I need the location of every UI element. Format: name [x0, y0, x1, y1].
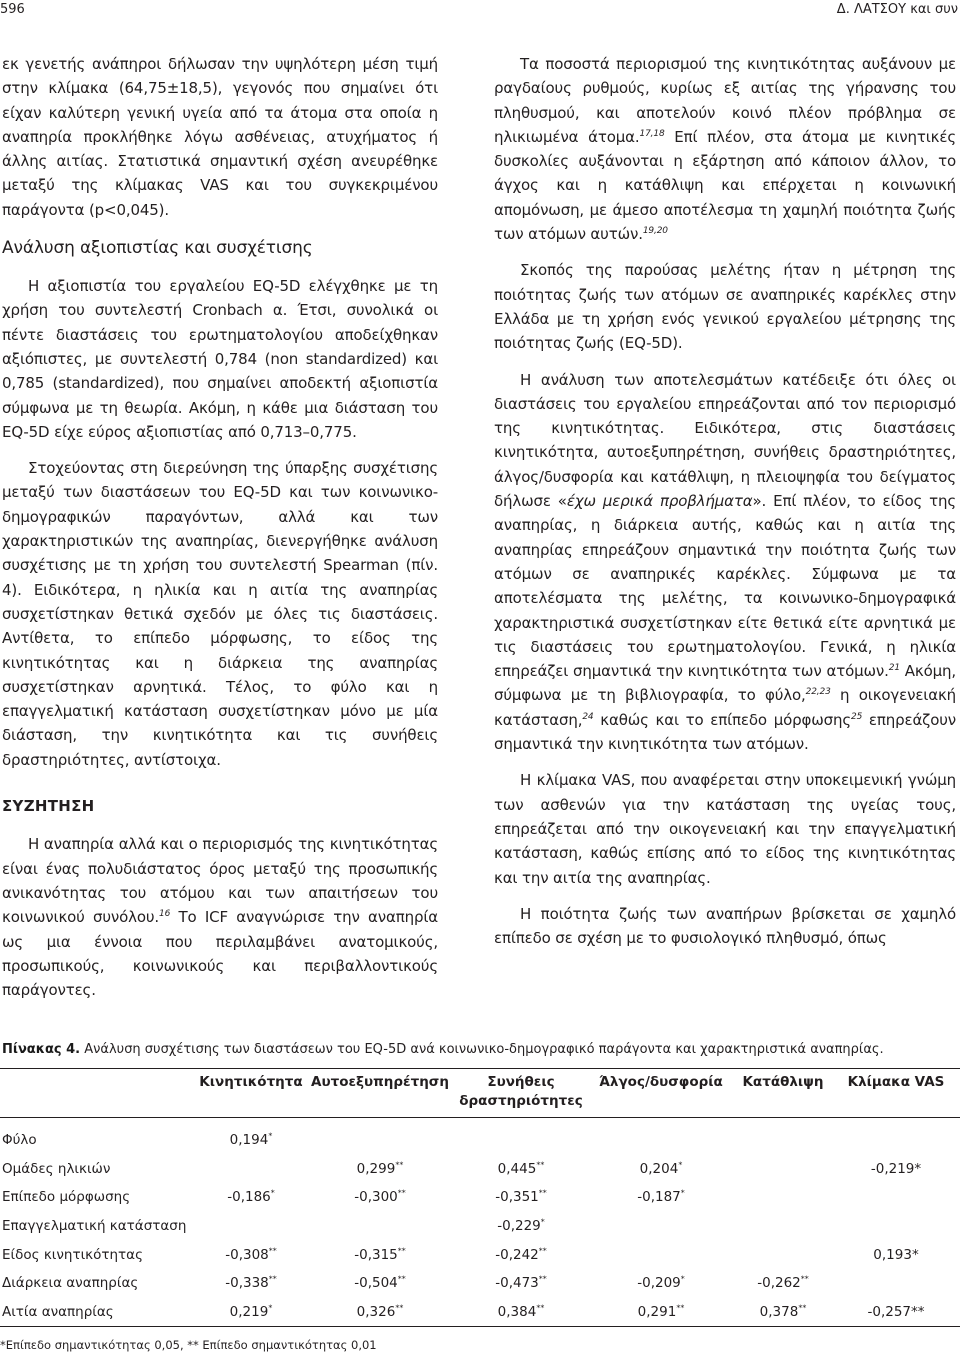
table-footnote: *Επίπεδο σημαντικότητας 0,05, ** Επίπεδο σημαντικότητας 0,01 [0, 1338, 377, 1352]
significance-mark: ** [268, 1274, 277, 1284]
significance-mark: * [540, 1217, 545, 1227]
significance-mark: * [268, 1131, 273, 1141]
correlation-table [0, 1068, 960, 1327]
citation: 17,18 [639, 128, 665, 139]
column-header: Συνήθεις δραστηριότητες [459, 1074, 583, 1109]
table-cell: -0,473** [495, 1274, 547, 1292]
paragraph: Η αναπηρία αλλά και ο περιορισμός της κινητικότητας είναι ένας πολυδιάστατος όρος μεταξύ της προσωπικής ανικανότητας του ατόμου και των απαιτήσεων του κοινωνικού συνόλου.$^{16}$ Το ICF αναγνώρισε την αναπηρία ως μια έννοια που περιλαμβάνει ανατομικούς, προσωπικούς, κοινωνικούς και περιβαλλοντικούς παράγοντες. [2, 835, 438, 1000]
table-cell: -0,308** [225, 1246, 277, 1263]
table-cell [734, 1240, 832, 1269]
significance-mark: ** [397, 1246, 406, 1256]
table-cell [588, 1212, 734, 1241]
table-cell: -0,187* [637, 1188, 685, 1206]
table-cell: 0,384** [497, 1303, 545, 1320]
table-cell: -0,209* [637, 1274, 685, 1292]
table-cell [734, 1183, 832, 1212]
left-column [2, 52, 438, 1014]
paragraph: Η αξιοπιστία του εργαλείου EQ-5D ελέγχθηκε με τη χρήση του συντελεστή Cronbach α. Έτσι, συνολικά οι πέντε διαστάσεις του ερωτηματολογίου αποδείχθηκαν αξιόπιστες, με συντελεστή 0,784 (non standardized) και 0,785 (standardized), που σημαίνει αποδεκτή αξιοπιστία σύμφωνα με τη θεωρία. Ακόμη, η κάθε μια διάσταση του EQ-5D είχε εύρος αξιοπιστίας από 0,713–0,775. [2, 277, 438, 441]
table-cell: 0,445** [497, 1160, 545, 1177]
table-cell: 0,299** [356, 1160, 404, 1177]
citation: 22,23 [805, 687, 831, 698]
table-cell [832, 1118, 960, 1155]
table-row [0, 1212, 960, 1241]
section-heading: Ανάλυση αξιοπιστίας και συσχέτισης [2, 238, 313, 259]
significance-mark: ** [536, 1303, 545, 1313]
table-cell: 0,219* [229, 1303, 273, 1320]
column-header: Κλίμακα VAS [847, 1074, 945, 1090]
table-cell: -0,315** [354, 1246, 406, 1263]
row-label: Ομάδες ηλικιών [2, 1160, 111, 1177]
table-row [0, 1118, 960, 1155]
table-row [0, 1183, 960, 1212]
table-cell [196, 1155, 306, 1184]
table-cell: 0,378** [759, 1303, 807, 1320]
table-cell [832, 1269, 960, 1298]
significance-mark: ** [538, 1274, 547, 1284]
significance-mark: * [270, 1188, 275, 1198]
paragraph: Η ανάλυση των αποτελεσμάτων κατέδειξε ότι όλες οι διαστάσεις του εργαλείου επηρεάζονται από τον περιορισμό της κινητικότητας. Ειδικότερα, στις διαστάσεις κινητικότητα, αυτοεξυπηρέτηση, συνήθεις δραστηριότητες, άλγος/δυσφορία και κατάθλιψη, η πλειοψηφία του δείγματος δήλωσε «έχω μερικά προβλήματα». Επί πλέον, το είδος της αναπηρίας, η διάρκεια αυτής, καθώς και η αιτία της αναπηρίας επηρεάζουν σημαντικά την ποιότητα ζωής των ατόμων σε αναπηρικές καρέκλες. Σύμφωνα με τα αποτελέσματα της μελέτης, τα κοινωνικο-δημογραφικά χαρακτηριστικά συσχετίστηκαν είτε θετικά είτε αρνητικά με τις διαστάσεις του ερωτηματολογίου. Γενικά, η ηλικία επηρεάζει σημαντικά την κινητικότητα των ατόμων.$^{21}$ Ακόμη, σύμφωνα με τη βιβλιογραφία, το φύλο,$^{22,23}$ η οικογενειακή κατάσταση,$^{24}$ καθώς και το επίπεδο μόρφωσης$^{25}$ επηρεάζουν σημαντικά την κινητικότητα των ατόμων. [494, 370, 957, 754]
significance-mark: * [268, 1303, 273, 1313]
paragraph: Τα ποσοστά περιορισμού της κινητικότητας αυξάνουν με ραγδαίους ρυθμούς, κυρίως εξ αιτίας της γήρανσης του πληθυσμού, και αποτελούν κοινό πλέον πρόβλημα σε ηλικιωμένα άτομα.$^{17,18}$ Επί πλέον, στα άτομα με κινητικές δυσκολίες αυξάνονται η εξάρτηση από κάποιον άλλον, το άγχος και η κατάθλιψη και επέρχεται η κοινωνική απομόνωση, με άμεσο αποτέλεσμα τη χαμηλή ποιότητα ζωής των ατόμων αυτών.$^{19,20}$ [494, 55, 956, 244]
section-heading: ΣΥΖΗΤΗΣΗ [2, 797, 95, 816]
table-cell [306, 1118, 454, 1155]
column-header: Αυτοεξυπηρέτηση [311, 1074, 449, 1090]
table-row [0, 1298, 960, 1327]
paragraph: Η κλίμακα VAS, που αναφέρεται στην υποκειμενική γνώμη των ασθενών για την κατάσταση της υγείας τους, επηρεάζεται από την οικογενειακή και την επαγγελματική κατάσταση, καθώς επίσης από το είδος της κινητικότητας και την αιτία της αναπηρίας. [494, 771, 956, 887]
significance-mark: ** [538, 1188, 547, 1198]
table-cell: -0,504** [354, 1274, 406, 1292]
table-cell [196, 1212, 306, 1241]
citation: 24 [582, 711, 594, 722]
column-header: Κινητικότητα [199, 1074, 303, 1090]
table-cell: -0,229* [497, 1217, 545, 1235]
table-cell: -0,242** [495, 1246, 547, 1263]
page-number: 596 [0, 2, 25, 17]
table-caption-text: Ανάλυση συσχέτισης των διαστάσεων του EQ-5D ανά κοινωνικο-δημογραφικό παράγοντα και χαρακτηριστικά αναπηρίας. [80, 1042, 884, 1057]
table-cell [734, 1155, 832, 1184]
table-caption [2, 1041, 958, 1059]
paragraph: Η ποιότητα ζωής των αναπήρων βρίσκεται σε χαμηλό επίπεδο σε σχέση με το φυσιολογικό πληθυσμό, όπως [494, 904, 956, 948]
table-row [0, 1155, 960, 1184]
table-cell: 0,204* [639, 1160, 683, 1177]
table-cell: 0,193* [873, 1246, 919, 1263]
significance-mark: ** [798, 1303, 807, 1313]
significance-mark: ** [676, 1303, 685, 1313]
right-column [494, 52, 956, 962]
paragraph: εκ γενετής ανάπηροι δήλωσαν την υψηλότερη μέση τιμή στην κλίμακα (64,75±18,5), γεγονός που σημαίνει ότι είχαν καλύτερη γενική υγεία από τα άτομα στα οποία η αναπηρία προκλήθηκε λόγω ασθένειας, ατυχήματος ή άλλης αιτίας. Στατιστικά σημαντική σχέση ανευρέθηκε μεταξύ της κλίμακας VAS και του συγκεκριμένου παράγοντα (p<0,045). [2, 55, 438, 219]
table-cell [832, 1183, 960, 1212]
significance-mark: ** [397, 1188, 406, 1198]
table-cell: 0,326** [356, 1303, 404, 1320]
table-cell: -0,262** [757, 1274, 809, 1292]
column-header: Κατάθλιψη [742, 1074, 824, 1090]
row-label: Αιτία αναπηρίας [2, 1303, 114, 1320]
table-cell [454, 1118, 588, 1155]
table-cell: 0,291** [637, 1303, 685, 1320]
paragraph: Σκοπός της παρούσας μελέτης ήταν η μέτρηση της ποιότητας ζωής των ατόμων σε αναπηρικές καρέκλες στην Ελλάδα με τη χρήση ενός γενικού εργαλείου μέτρησης της ποιότητας ζωής (EQ-5D). [494, 261, 956, 353]
table-row [0, 1269, 960, 1298]
table-cell [588, 1240, 734, 1269]
table-cell [734, 1212, 832, 1241]
citation: 19,20 [642, 226, 668, 237]
table-cell: -0,219* [870, 1160, 922, 1177]
paragraph: Στοχεύοντας στη διερεύνηση της ύπαρξης συσχέτισης μεταξύ των διαστάσεων του EQ-5D και των κοινωνικο-δημογραφικών παραγόντων, αλλά και των χαρακτηριστικών της αναπηρίας, διενεργήθηκε ανάλυση συσχέτισης με τη χρήση του συντελεστή Spearman (πίν. 4). Ειδικότερα, η ηλικία και η αιτία της αναπηρίας συσχετίστηκαν θετικά σχεδόν με όλες τις διαστάσεις. Αντίθετα, το επίπεδο μόρφωσης, το είδος της κινητικότητας και η διάρκεια της αναπηρίας συσχετίστηκαν αρνητικά. Τέλος, το φύλο και η επαγγελματική κατάσταση συσχετίστηκαν μόνο με μία διάσταση, την κινητικότητα και τις συνήθεις δραστηριότητες, αντίστοιχα. [2, 459, 438, 769]
running-authors: Δ. ΛΑΤΣΟΥ και συν [836, 2, 958, 17]
citation: 25 [851, 711, 863, 722]
significance-mark: * [680, 1188, 685, 1198]
table-cell [832, 1212, 960, 1241]
significance-mark: ** [395, 1160, 404, 1170]
table-cell: -0,186* [227, 1188, 275, 1206]
significance-mark: ** [268, 1246, 277, 1256]
citation: 21 [888, 663, 900, 674]
table-cell: -0,257** [867, 1303, 925, 1320]
running-header [0, 0, 960, 22]
table-cell [306, 1212, 454, 1241]
significance-mark: * [678, 1160, 683, 1170]
column-header: Άλγος/δυσφορία [599, 1074, 723, 1090]
table-cell: -0,300** [354, 1188, 406, 1206]
table-caption-label: Πίνακας 4. [2, 1042, 81, 1057]
row-label: Είδος κινητικότητας [2, 1246, 143, 1263]
row-label: Επαγγελματική κατάσταση [2, 1218, 187, 1235]
table-cell: 0,194* [229, 1131, 273, 1149]
table-cell [734, 1118, 832, 1155]
table-cell: -0,351** [495, 1188, 547, 1206]
significance-mark: ** [397, 1274, 406, 1284]
row-label: Επίπεδο μόρφωσης [2, 1189, 131, 1206]
table-header-row [0, 1069, 960, 1118]
significance-mark: ** [538, 1246, 547, 1256]
row-label: Φύλο [2, 1132, 37, 1149]
significance-mark: ** [395, 1303, 404, 1313]
column-header [0, 1069, 196, 1118]
significance-mark: ** [536, 1160, 545, 1170]
table-cell [588, 1118, 734, 1155]
citation: 16 [159, 909, 171, 920]
significance-mark: ** [800, 1274, 809, 1284]
table-row [0, 1240, 960, 1269]
significance-mark: * [680, 1274, 685, 1284]
row-label: Διάρκεια αναπηρίας [2, 1275, 139, 1292]
table-cell: -0,338** [225, 1274, 277, 1292]
